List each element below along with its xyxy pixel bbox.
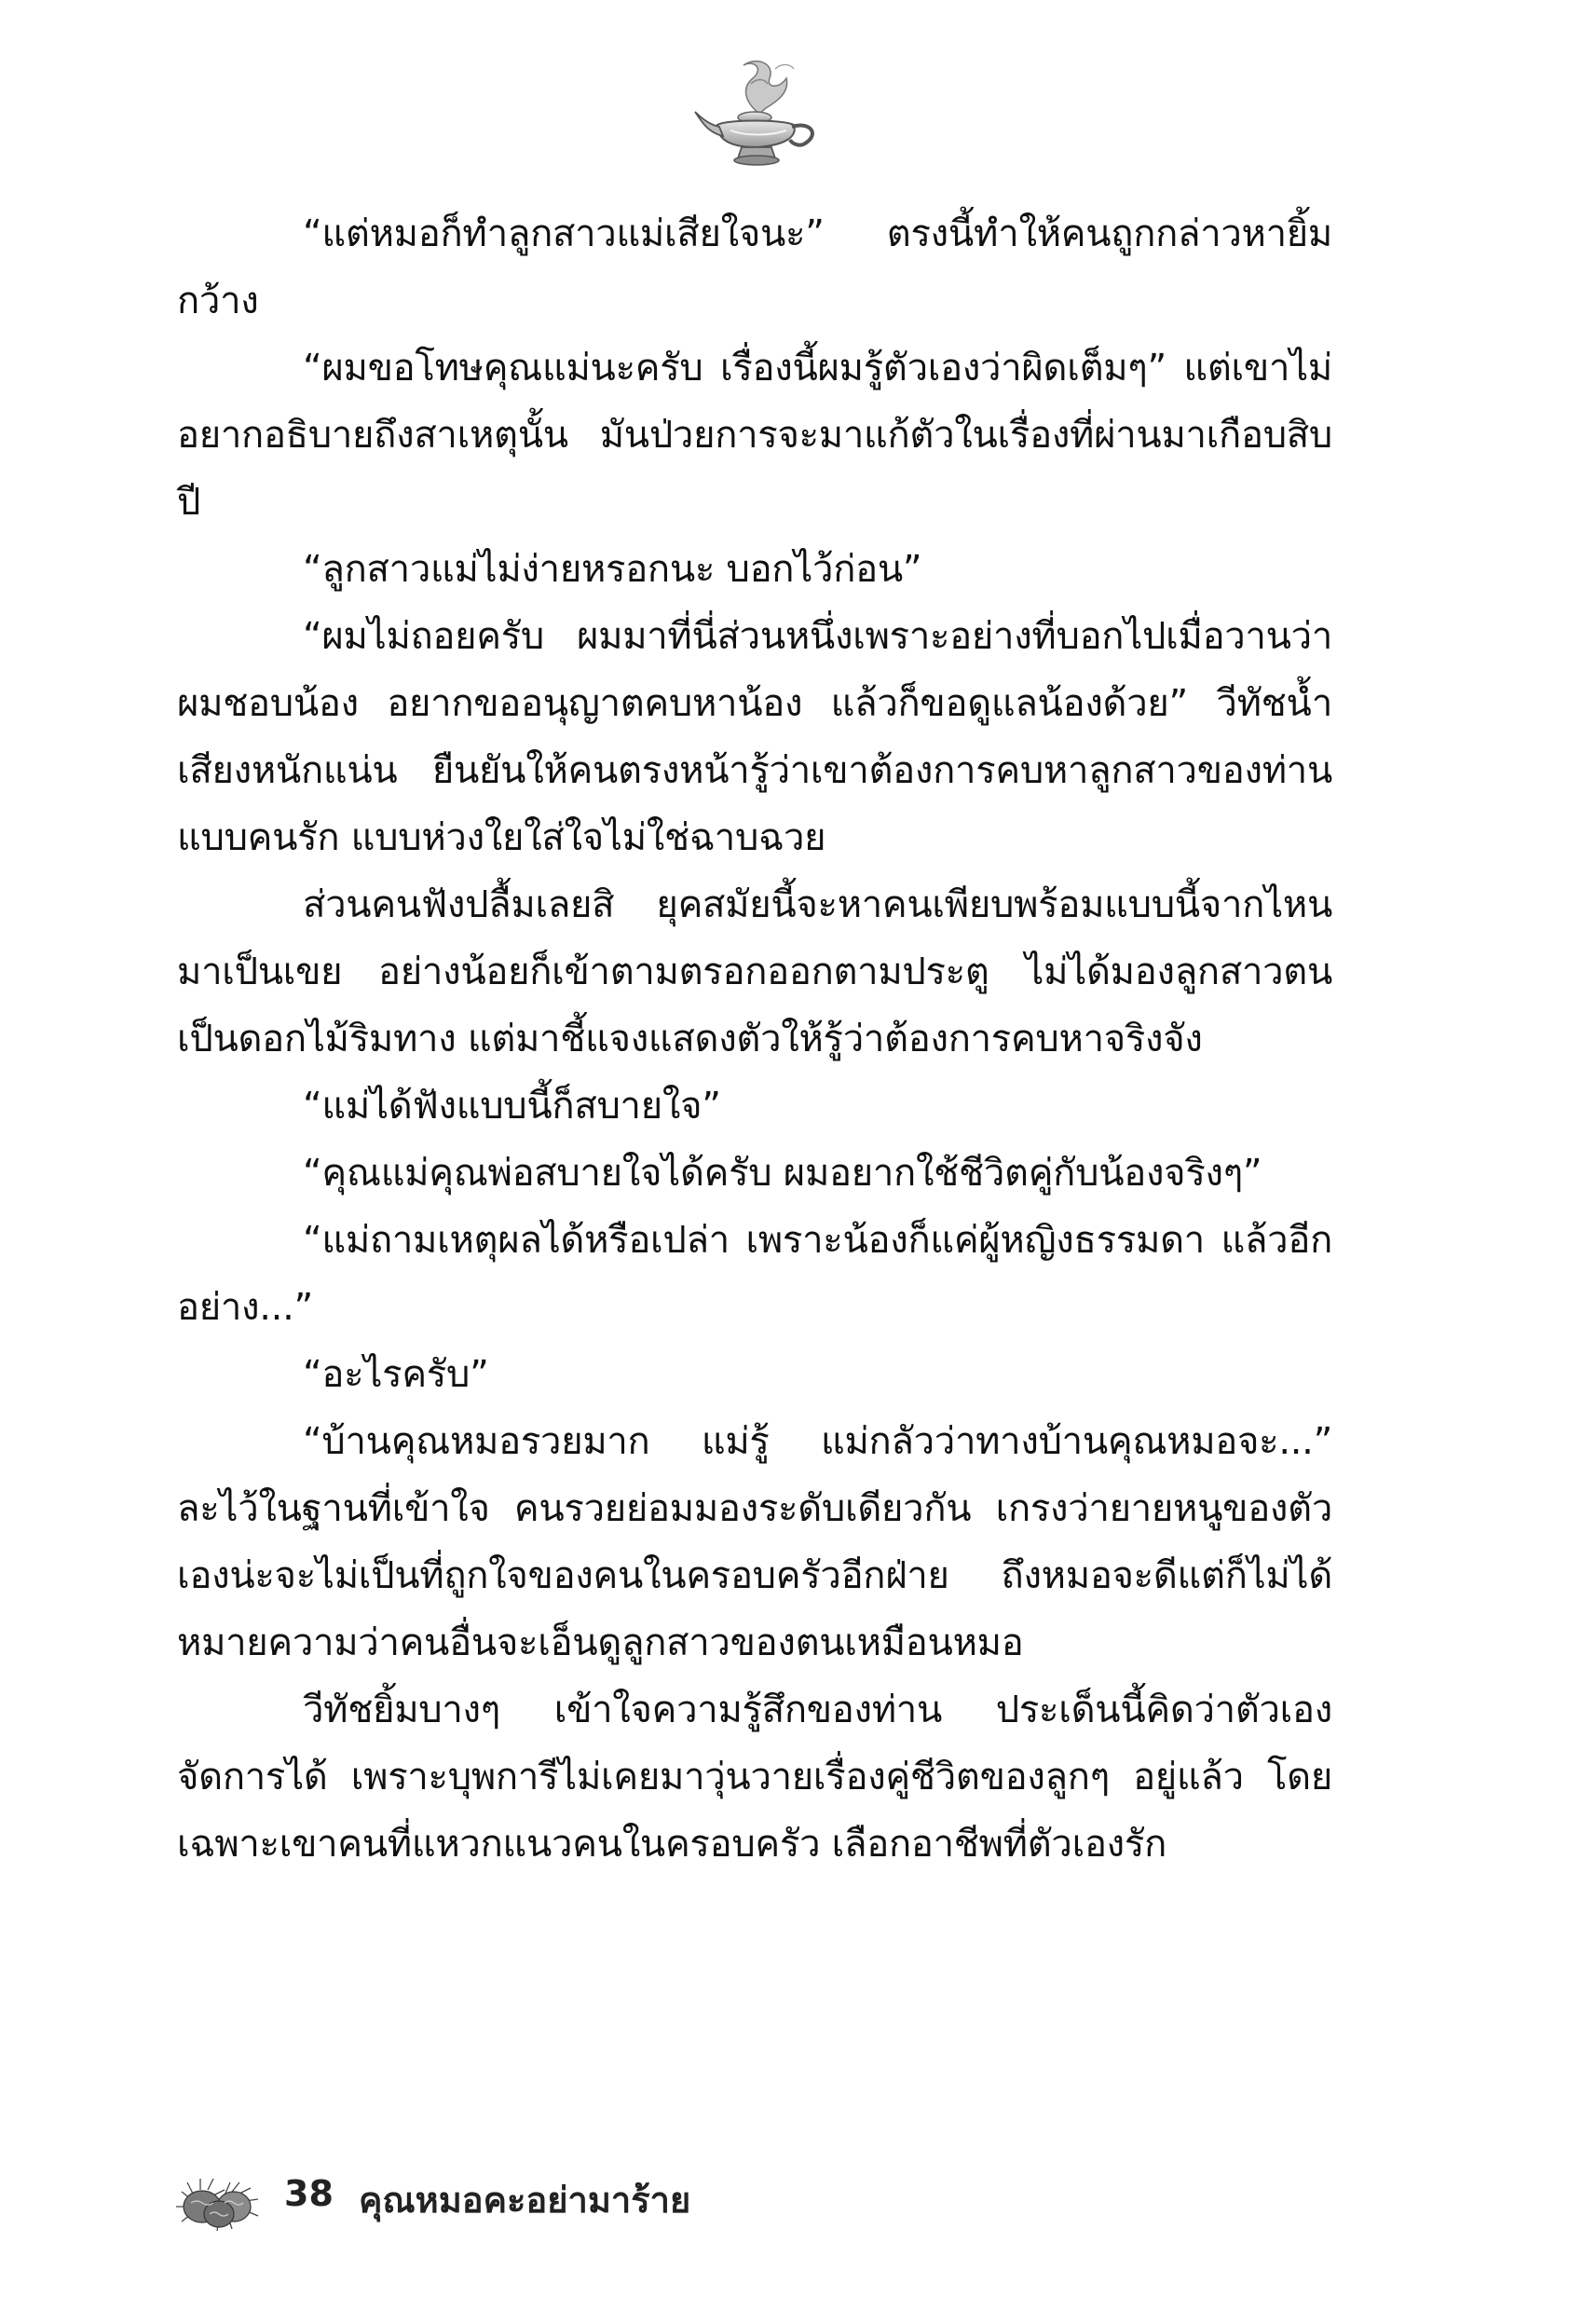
book-title: คุณหมอคะอย่ามาร้าย xyxy=(359,2180,691,2221)
body-text xyxy=(177,200,1332,1878)
rambutan-ornament xyxy=(172,2162,266,2232)
paragraph: “ผมขอโทษคุณแม่นะครับ เรื่องนี้ผมรู้ตัวเองว่าผิดเต็มๆ” แต่เขาไม่อยากอธิบายถึงสาเหตุนั้น มันป่วยการจะมาแก้ตัวในเรื่องที่ผ่านมาเกือบสิบปี xyxy=(177,347,1332,524)
paragraph: “คุณแม่คุณพ่อสบายใจได้ครับ ผมอยากใช้ชีวิตคู่กับน้องจริงๆ” xyxy=(303,1152,1262,1195)
paragraph: “ผมไม่ถอยครับ ผมมาที่นี่ส่วนหนึ่งเพราะอย่างที่บอกไปเมื่อวานว่าผมชอบน้อง อยากขออนุญาตคบหาน้อง แล้วก็ขอดูแลน้องด้วย” วีทัชน้ำเสียงหนักแน่น ยืนยันให้คนตรงหน้ารู้ว่าเขาต้องการคบหาลูกสาวของท่านแบบคนรัก แบบห่วงใยใส่ใจไม่ใช่ฉาบฉวย xyxy=(177,615,1332,859)
page-number: 38 xyxy=(284,2173,334,2214)
paragraph: วีทัชยิ้มบางๆ เข้าใจความรู้สึกของท่าน ประเด็นนี้คิดว่าตัวเองจัดการได้ เพราะบุพการีไม่เคยมาวุ่นวายเรื่องคู่ชีวิตของลูกๆ อยู่แล้ว โดยเฉพาะเขาคนที่แหวกแนวคนในครอบครัว เลือกอาชีพที่ตัวเองรัก xyxy=(177,1689,1332,1866)
paragraph: “ลูกสาวแม่ไม่ง่ายหรอกนะ บอกไว้ก่อน” xyxy=(303,548,922,591)
genie-lamp-ornament xyxy=(689,56,829,172)
paragraph: ส่วนคนฟังปลื้มเลยสิ ยุคสมัยนี้จะหาคนเพียบพร้อมแบบนี้จากไหนมาเป็นเขย อย่างน้อยก็เข้าตามตรอกออกตามประตู ไม่ได้มองลูกสาวตนเป็นดอกไม้ริมทาง แต่มาชี้แจงแสดงตัวให้รู้ว่าต้องการคบหาจริงจัง xyxy=(177,883,1332,1060)
paragraph: “แม่ถามเหตุผลได้หรือเปล่า เพราะน้องก็แค่ผู้หญิงธรรมดา แล้วอีกอย่าง...” xyxy=(177,1219,1332,1329)
page-footer xyxy=(172,2162,918,2236)
paragraph: “อะไรครับ” xyxy=(303,1353,489,1396)
paragraph: “บ้านคุณหมอรวยมาก แม่รู้ แม่กลัวว่าทางบ้านคุณหมอจะ...” ละไว้ในฐานที่เข้าใจ คนรวยย่อมมองระดับเดียวกัน เกรงว่ายายหนูของตัวเองน่ะจะไม่เป็นที่ถูกใจของคนในครอบครัวอีกฝ่าย ถึงหมอจะดีแต่ก็ไม่ได้หมายความว่าคนอื่นจะเอ็นดูลูกสาวของตนเหมือนหมอ xyxy=(177,1420,1332,1664)
paragraph: “แม่ได้ฟังแบบนี้ก็สบายใจ” xyxy=(303,1085,721,1128)
paragraph: “แต่หมอก็ทำลูกสาวแม่เสียใจนะ” ตรงนี้ทำให้คนถูกกล่าวหายิ้มกว้าง xyxy=(177,212,1332,322)
